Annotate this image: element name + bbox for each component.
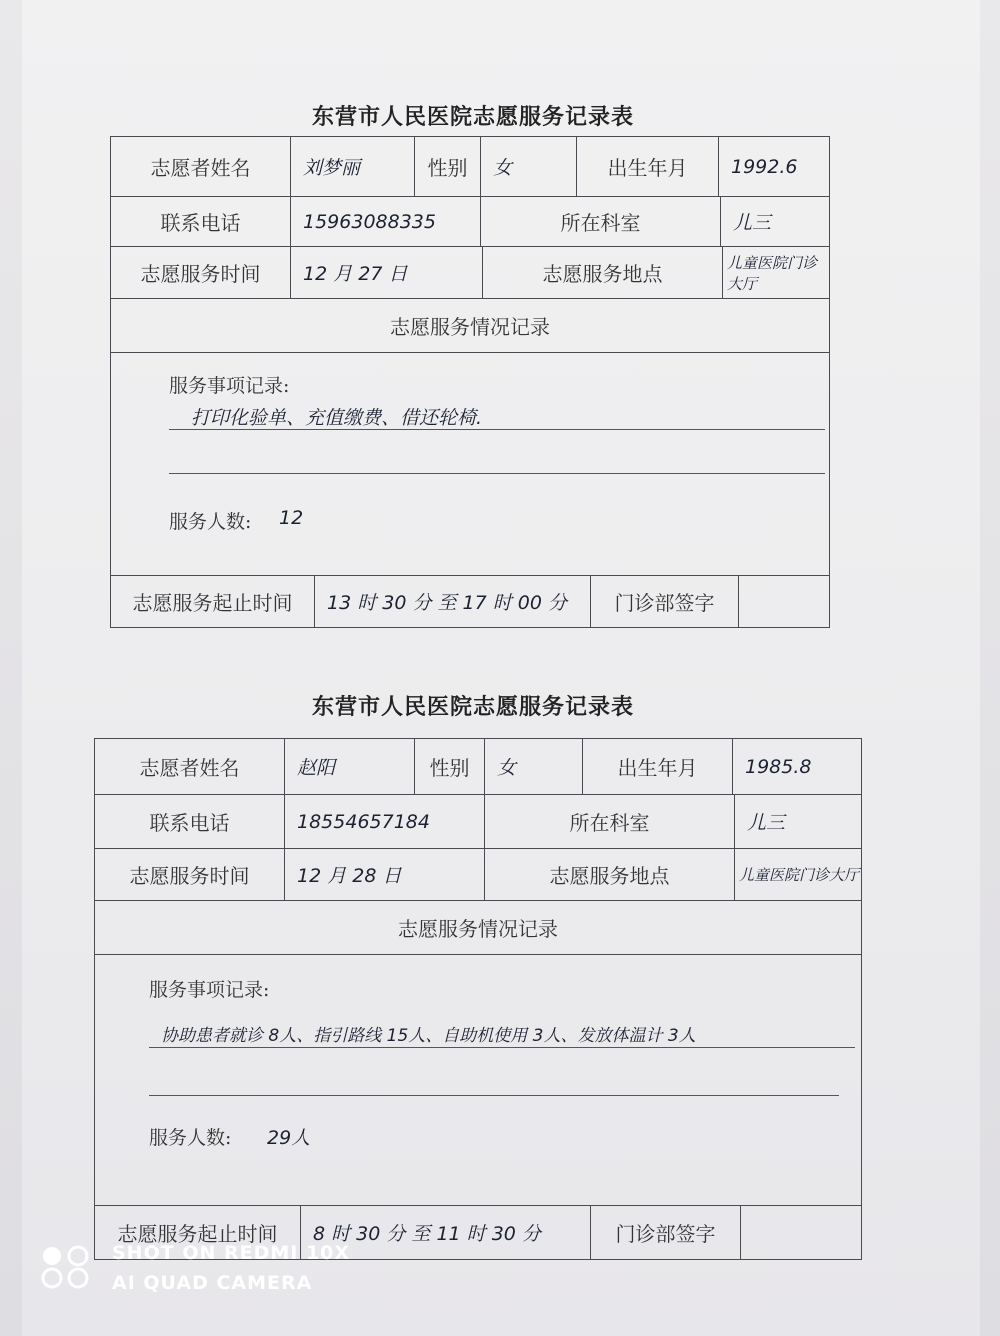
dept-label: 所在科室 <box>481 197 721 247</box>
gender-value: 女 <box>481 137 577 197</box>
count-label: 服务人数: <box>169 511 252 533</box>
service-place-value: 儿童医院门诊大厅 <box>735 849 861 901</box>
service-place-label: 志愿服务地点 <box>483 247 723 299</box>
paper-sheet <box>22 0 980 1336</box>
dept-label: 所在科室 <box>485 795 735 849</box>
birth-label: 出生年月 <box>577 137 719 197</box>
start-end-value: 8 时 30 分 至 11 时 30 分 <box>301 1205 591 1259</box>
writing-line <box>169 429 825 430</box>
name-label: 志愿者姓名 <box>111 137 291 197</box>
start-end-value: 13 时 30 分 至 17 时 00 分 <box>315 575 591 627</box>
writing-line <box>149 1095 839 1096</box>
signature-field <box>739 575 829 627</box>
birth-value: 1985.8 <box>733 739 861 795</box>
dept-value: 儿三 <box>735 795 861 849</box>
dept-value: 儿三 <box>721 197 829 247</box>
service-time-label: 志愿服务时间 <box>111 247 291 299</box>
watermark-line2: AI QUAD CAMERA <box>112 1272 313 1294</box>
service-time-value: 12 月 27 日 <box>291 247 483 299</box>
phone-value: 15963088335 <box>291 197 481 247</box>
phone-value: 18554657184 <box>285 795 485 849</box>
name-value: 赵阳 <box>285 739 415 795</box>
start-end-label: 志愿服务起止时间 <box>95 1205 301 1259</box>
record-header: 志愿服务情况记录 <box>111 299 829 353</box>
start-end-label: 志愿服务起止时间 <box>111 575 315 627</box>
gender-value: 女 <box>485 739 583 795</box>
service-place-label: 志愿服务地点 <box>485 849 735 901</box>
form-title: 东营市人民医院志愿服务记录表 <box>312 104 635 130</box>
count-label: 服务人数: <box>149 1127 232 1149</box>
watermark-line1: SHOT ON REDMI 10X <box>112 1242 351 1264</box>
count-value: 29人 <box>267 1127 311 1149</box>
name-label: 志愿者姓名 <box>95 739 285 795</box>
volunteer-record-table <box>94 738 862 1260</box>
writing-line <box>169 473 825 474</box>
writing-line <box>149 1047 855 1048</box>
camera-lens-icon <box>40 1244 92 1290</box>
signature-label: 门诊部签字 <box>591 575 739 627</box>
gender-label: 性别 <box>415 739 485 795</box>
signature-label: 门诊部签字 <box>591 1205 741 1259</box>
items-label: 服务事项记录: <box>149 979 270 1001</box>
items-value: 打印化验单、充值缴费、借还轮椅. <box>191 407 483 429</box>
service-time-value: 12 月 28 日 <box>285 849 485 901</box>
phone-label: 联系电话 <box>111 197 291 247</box>
service-place-value: 儿童医院门诊大厅 <box>723 247 829 299</box>
count-value: 12 <box>279 507 304 529</box>
phone-label: 联系电话 <box>95 795 285 849</box>
items-value: 协助患者就诊 8人、指引路线 15人、自助机使用 3人、发放体温计 3人 <box>161 1026 696 1046</box>
signature-field <box>741 1205 861 1259</box>
volunteer-record-table <box>110 136 830 628</box>
name-value: 刘梦丽 <box>291 137 415 197</box>
birth-value: 1992.6 <box>719 137 829 197</box>
form-title: 东营市人民医院志愿服务记录表 <box>312 694 635 720</box>
service-time-label: 志愿服务时间 <box>95 849 285 901</box>
birth-label: 出生年月 <box>583 739 733 795</box>
record-header: 志愿服务情况记录 <box>95 901 861 955</box>
items-label: 服务事项记录: <box>169 375 290 397</box>
gender-label: 性别 <box>415 137 481 197</box>
